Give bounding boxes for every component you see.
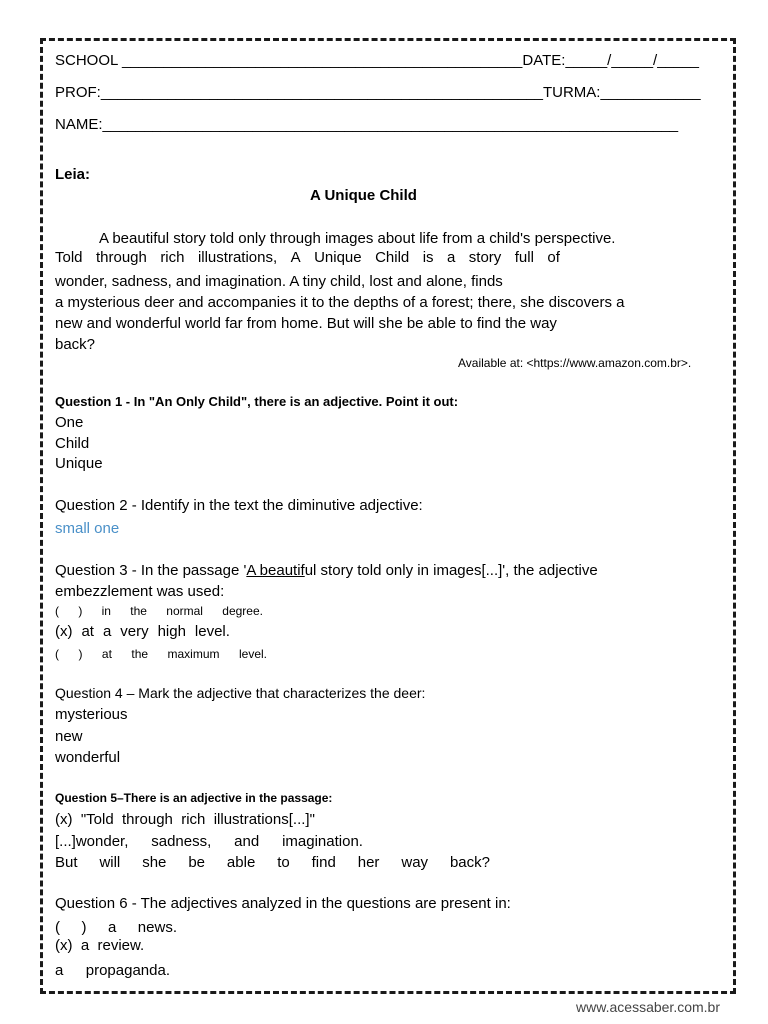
word: illustrations, (197, 249, 278, 266)
source-citation: Available at: <https://www.amazon.com.br>. (458, 356, 692, 370)
word: full (514, 249, 534, 266)
question-4-prompt: Question 4 – Mark the adjective that characterizes the deer: (55, 685, 426, 701)
word: story (468, 249, 502, 266)
question-6-option-1: ( ) a news. (55, 919, 177, 936)
question-1-option: One (55, 414, 84, 431)
question-4-option: wonderful (55, 749, 121, 766)
story-line-2 (55, 249, 560, 266)
worksheet-border (40, 38, 736, 994)
story-line-4: a mysterious deer and accompanies it to the depths of a forest; there, she discovers a (55, 294, 625, 311)
word: through (95, 249, 147, 266)
question-3-option-2: (x) at a very high level. (55, 623, 230, 640)
question-6-option-3: a propaganda. (55, 962, 170, 979)
question-5-option-3: But will she be able to find her way back? (55, 854, 490, 871)
footer-website: www.acessaber.com.br (576, 999, 720, 1015)
story-line-1: A beautiful story told only through images about life from a child's perspective. (99, 230, 616, 247)
question-5-prompt: Question 5–There is an adjective in the passage: (55, 791, 333, 805)
question-1-option: Child (55, 435, 90, 452)
question-1-option: Unique (55, 455, 103, 472)
question-5-option-2: [...]wonder, sadness, and imagination. (55, 833, 363, 850)
underlined-phrase: A beautif (246, 562, 305, 579)
question-3-prompt-text: Question 3 - In the passage 'A beautiful story told only in images[...]', the adjective (55, 562, 598, 579)
question-3-option-3: ( ) at the maximum level. (55, 647, 267, 661)
word: Told (55, 249, 83, 266)
question-4-option: mysterious (55, 706, 128, 723)
word: A (290, 249, 301, 266)
word: rich (160, 249, 185, 266)
story-line-3: wonder, sadness, and imagination. A tiny child, lost and alone, finds (55, 273, 503, 290)
question-6-prompt: Question 6 - The adjectives analyzed in the questions are present in: (55, 895, 511, 912)
question-1-prompt: Question 1 - In "An Only Child", there is an adjective. Point it out: (55, 394, 459, 409)
word: Child (375, 249, 410, 266)
word: is (422, 249, 434, 266)
story-title: A Unique Child (310, 187, 417, 204)
question-4-option: new (55, 728, 83, 745)
word: a (447, 249, 456, 266)
school-date-line: SCHOOL ________________________________________________DATE:_____/_____/_____ (55, 52, 699, 69)
story-line-6: back? (55, 336, 96, 353)
question-5-option-1: (x) "Told through rich illustrations[...]" (55, 811, 315, 828)
word: Unique (314, 249, 362, 266)
question-3-option-1: ( ) in the normal degree. (55, 604, 263, 618)
question-6-option-2: (x) a review. (55, 937, 145, 954)
story-line-5: new and wonderful world far from home. But will she be able to find the way (55, 315, 557, 332)
question-3-prompt-line-2: embezzlement was used: (55, 583, 225, 600)
prof-turma-line: PROF:_____________________________________________________TURMA:____________ (55, 84, 701, 101)
word: of (547, 249, 560, 266)
reading-label: Leia: (55, 166, 91, 183)
question-3-prompt (55, 562, 667, 579)
question-2-answer: small one (55, 520, 120, 537)
name-line: NAME:_____________________________________________________________________ (55, 116, 679, 133)
question-2-prompt: Question 2 - Identify in the text the diminutive adjective: (55, 497, 423, 514)
